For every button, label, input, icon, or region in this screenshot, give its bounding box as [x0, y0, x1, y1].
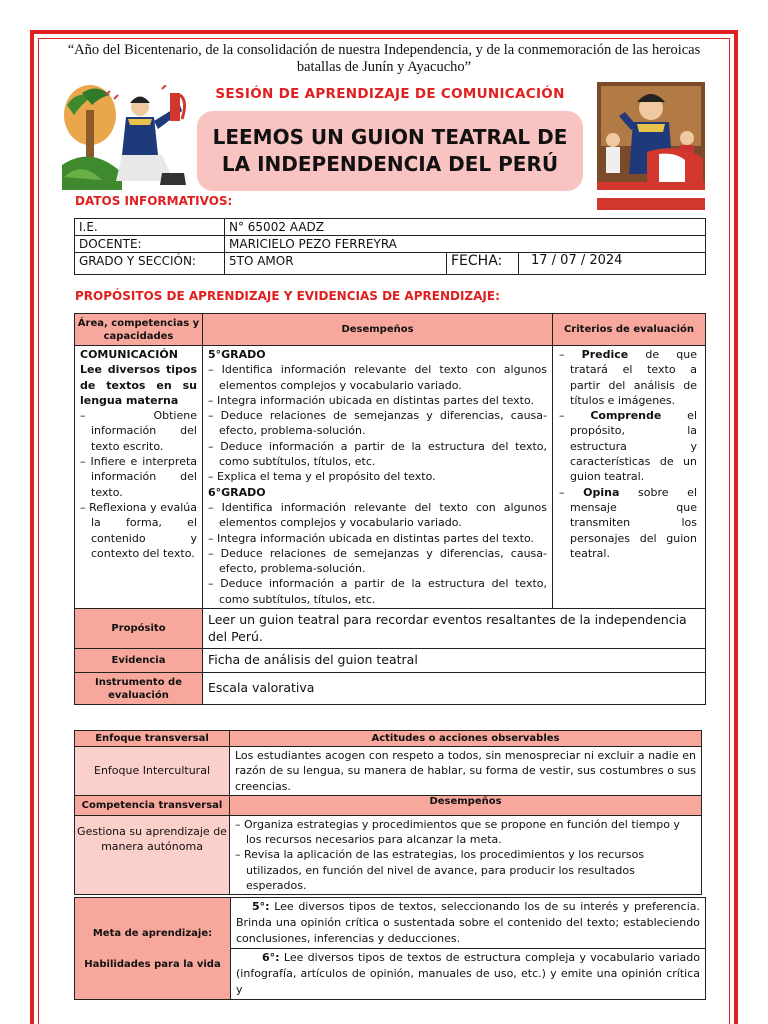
datos-section-label: DATOS INFORMATIVOS: [75, 194, 233, 208]
col-header-desempenos: Desempeños [203, 314, 553, 346]
fecha-value: 17 / 07 / 2024 [519, 253, 706, 275]
enfoque-text: Los estudiantes acogen con respeto a todos, sin menospreciar ni excluir a nadie en razón de su lengua, su manera de hablar, su forma de vestir, sus costumbres o sus creencias. [230, 747, 702, 796]
table-row [75, 731, 702, 747]
evidencia-value: Ficha de análisis del guion teatral [203, 649, 706, 673]
list-item: – Comprende el propósito, la estructura y características de un guion teatral. [559, 409, 697, 484]
instrumento-label: Instrumento de evaluación [75, 673, 203, 705]
motto-text: “Año del Bicentenario, de la consolidación de nuestra Independencia, y de la conmemoración de las heroicas batallas de Junín y Ayacucho” [67, 42, 701, 75]
capacidades-list [80, 408, 197, 561]
propositos-section-label: PROPÓSITOS DE APRENDIZAJE Y EVIDENCIAS DE APRENDIZAJE: [75, 289, 500, 303]
actitudes-header: Actitudes o acciones observables [230, 731, 702, 747]
instrumento-value: Escala valorativa [203, 673, 706, 705]
table-row [75, 219, 706, 236]
list-item: – Reflexiona y evalúa la forma, el contenido y contexto del texto. [80, 500, 197, 560]
list-item: – Integra información ubicada en distintas partes del texto. [208, 531, 535, 545]
proposito-label: Propósito [75, 609, 203, 649]
grado6-label: 6°GRADO [208, 485, 266, 499]
session-title: SESIÓN DE APRENDIZAJE DE COMUNICACIÓN [215, 86, 565, 102]
independence-illustration-left [62, 85, 192, 190]
main-title-box [197, 111, 583, 191]
list-item: – Explica el tema y el propósito del texto. [208, 470, 436, 484]
datos-table [74, 218, 706, 275]
enfoques-table [74, 730, 702, 895]
table-row [75, 314, 706, 346]
enfoque-header: Enfoque transversal [75, 731, 230, 747]
list-item: – Revisa la aplicación de las estrategias, los procedimientos y los recursos utilizados, en función del nivel de avance, para producir los resultados esperados. [235, 848, 645, 893]
grado5-label: 5°GRADO [208, 348, 266, 361]
list-item: – Organiza estrategias y procedimientos que se propone en función del tiempo y los recursos necesarios para alcanzar la meta. [235, 817, 680, 847]
meta-grado5-cell: 5°: Lee diversos tipos de textos, seleccionando los de su interés y preferencia. Brinda una opinión crítica o sustentada sobre el contenido del texto; estableciendo conclusiones, inferencias y deducciones. [231, 898, 706, 949]
col-header-area: Área, competencias y capacidades [75, 314, 203, 346]
list-item: – Opina sobre el mensaje que transmiten los personajes del guion teatral. [559, 485, 698, 560]
list-item: – Infiere e interpreta información del texto. [80, 455, 198, 499]
table-row [75, 747, 702, 796]
docente-label: DOCENTE: [75, 236, 225, 253]
table-row [75, 609, 706, 649]
list-item: – Predice de que tratará el texto a partir del análisis de títulos e imágenes. [559, 348, 698, 407]
main-title-line-2: LA INDEPENDENCIA DEL PERÚ [221, 152, 559, 176]
independence-illustration-right [597, 82, 705, 210]
enfoque-name: Enfoque Intercultural [75, 747, 230, 796]
table-row [75, 253, 706, 275]
evidencia-label: Evidencia [75, 649, 203, 673]
criterios-list [559, 347, 697, 561]
competencia-name: Lee diversos tipos de textos en su lengua materna [80, 363, 197, 407]
desempenos-cell [203, 346, 553, 609]
docente-value: MARICIELO PEZO FERREYRA [225, 236, 706, 253]
ie-label: I.E. [75, 219, 225, 236]
grado-value: 5TO AMOR [225, 253, 447, 275]
meta-label: Meta de aprendizaje: [92, 927, 213, 939]
table-row [75, 898, 706, 949]
grado5-list [208, 362, 547, 484]
table-row [75, 815, 702, 894]
table-row [75, 346, 706, 609]
propositos-table [74, 313, 706, 705]
list-item: – Integra información ubicada en distintas partes del texto. [208, 393, 535, 407]
area-name: COMUNICACIÓN [80, 348, 178, 361]
fecha-label: FECHA: [447, 253, 519, 275]
grado6-list [208, 500, 547, 607]
list-item: – Deduce relaciones de semejanzas y diferencias, causa-efecto, problema-solución. [208, 409, 547, 438]
list-item: – Obtiene información del texto escrito. [80, 409, 197, 453]
desempenos-list [235, 817, 696, 893]
ie-value: N° 65002 AADZ [225, 219, 706, 236]
table-row [75, 236, 706, 253]
criterios-cell [553, 346, 706, 609]
competencia-transversal-desempenos [230, 815, 702, 894]
meta-labels-cell [75, 898, 231, 1000]
grado-label: GRADO Y SECCIÓN: [75, 253, 225, 275]
meta-table [74, 897, 706, 1000]
meta-grado6-cell: 6°: Lee diversos tipos de textos de estructura compleja y vocabulario variado (infografía, artículos de opinión, manuales de uso, etc.) y emite una opinión crítica y [231, 949, 706, 1000]
list-item: – Identifica información relevante del texto con algunos elementos complejos y vocabulario variado. [208, 363, 547, 392]
list-item: – Deduce información a partir de la estructura del texto, como subtítulos, títulos, etc. [208, 439, 548, 469]
competencia-transversal-name: Gestiona su aprendizaje de manera autónoma [75, 815, 230, 894]
competencia-transversal-header: Competencia transversal [75, 795, 230, 815]
table-row [75, 795, 702, 815]
table-row [75, 673, 706, 705]
table-row [75, 649, 706, 673]
main-title-line-1: LEEMOS UN GUION TEATRAL DE [212, 125, 568, 149]
desempenos-header: Desempeños [230, 795, 702, 815]
list-item: – Deduce relaciones de semejanzas y diferencias, causa-efecto, problema-solución. [208, 546, 547, 576]
area-cell [75, 346, 203, 609]
col-header-criterios: Criterios de evaluación [553, 314, 706, 346]
habilidades-label: Habilidades para la vida [84, 958, 221, 970]
list-item: – Identifica información relevante del texto con algunos elementos complejos y vocabulario variado. [208, 500, 547, 530]
list-item: – Deduce información a partir de la estructura del texto, como subtítulos, títulos, etc. [208, 577, 548, 606]
proposito-value: Leer un guion teatral para recordar eventos resaltantes de la independencia del Perú. [203, 609, 706, 649]
